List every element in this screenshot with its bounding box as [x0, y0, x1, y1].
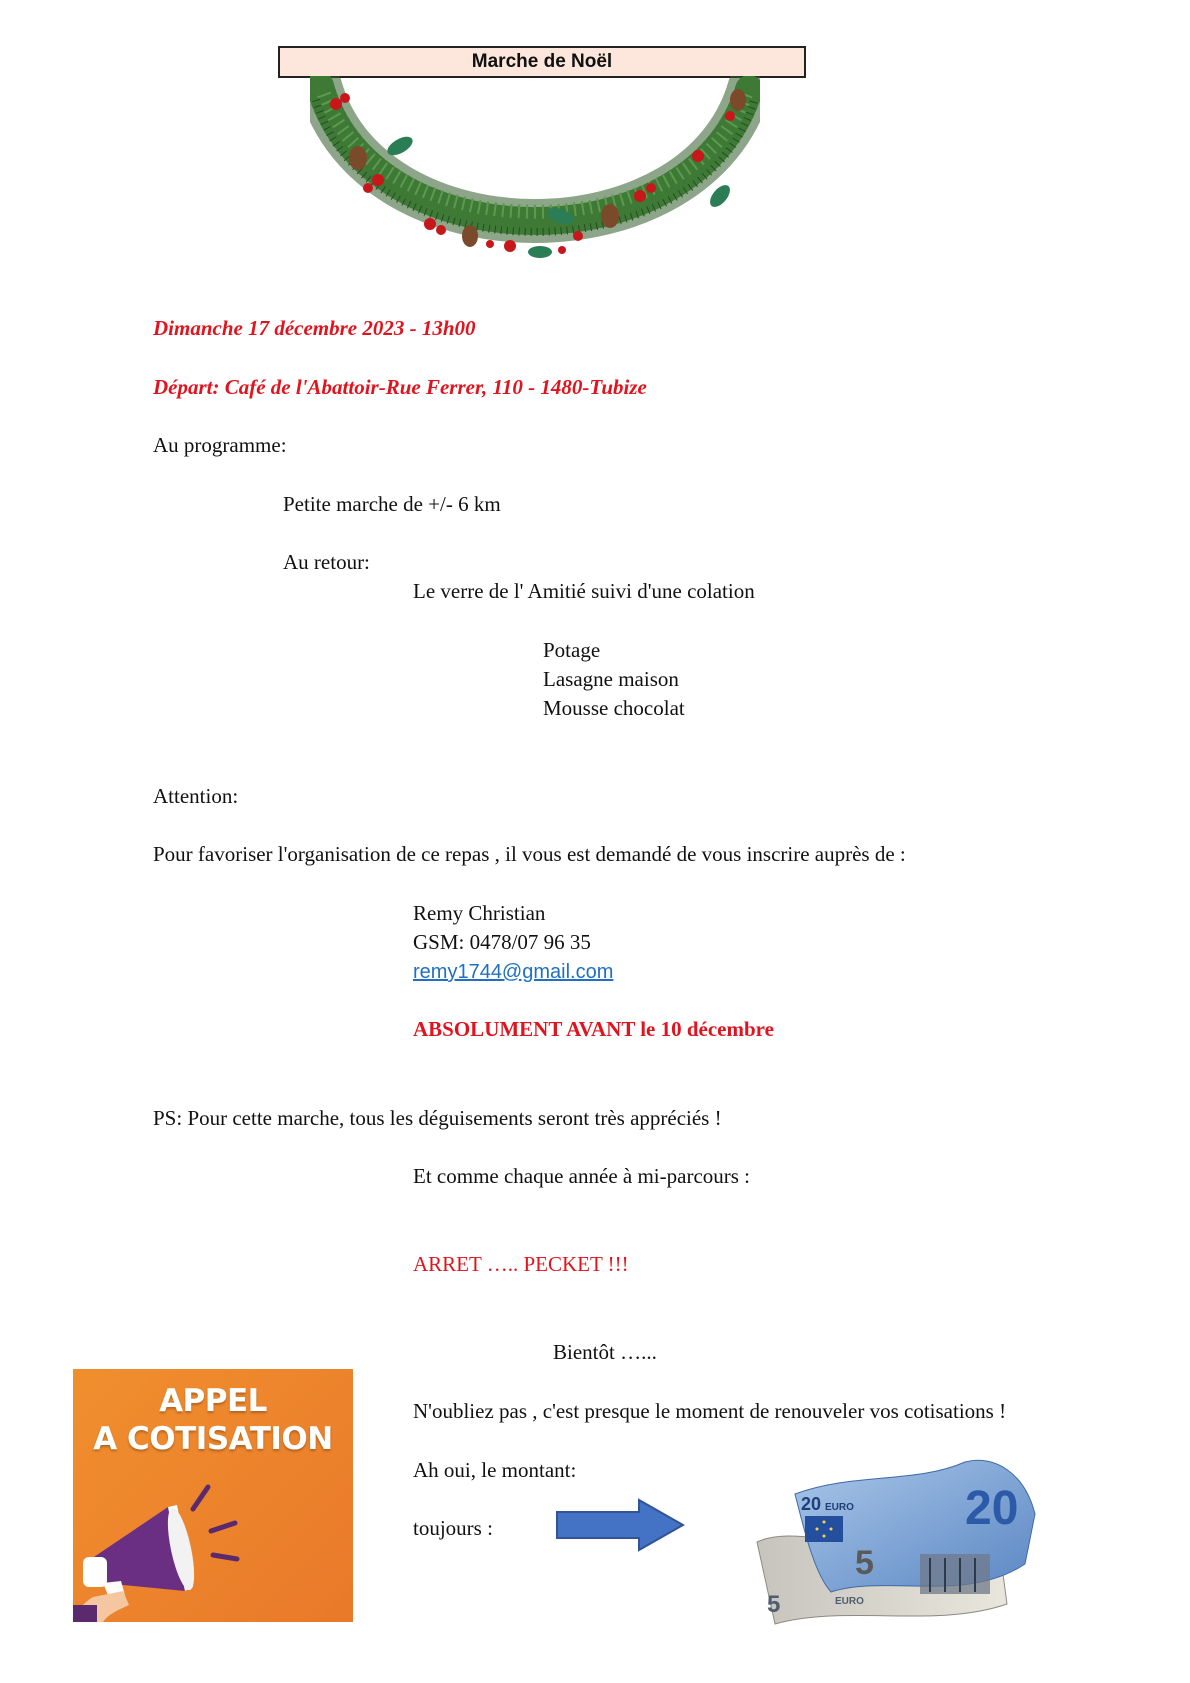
- cotisation-reminder: N'oubliez pas , c'est presque le moment de renouveler vos cotisations !: [413, 1399, 1007, 1423]
- menu-item: Lasagne maison: [543, 667, 679, 691]
- garland-icon: [310, 76, 760, 266]
- ps-stop: ARRET ….. PECKET !!!: [413, 1252, 629, 1276]
- euro-banknotes-icon: [735, 1454, 1045, 1629]
- contact-email-link[interactable]: remy1744@gmail.com: [413, 961, 614, 983]
- arrow-right-icon: [555, 1498, 685, 1552]
- contact-name: Remy Christian: [413, 901, 546, 925]
- banknote-20-value: 20: [965, 1482, 1019, 1535]
- megaphone-icon: [73, 1479, 353, 1622]
- menu-item: Potage: [543, 638, 601, 662]
- banknote-5-value: 5: [855, 1544, 874, 1582]
- cotisation-soon: Bientôt …...: [553, 1340, 657, 1364]
- program-heading: Au programme:: [153, 433, 287, 457]
- cotisation-always: toujours :: [413, 1516, 493, 1540]
- banknote-20-euro: EURO: [825, 1502, 854, 1513]
- banknote-5-euro: EURO: [835, 1596, 864, 1607]
- ps-text: PS: Pour cette marche, tous les déguisements seront très appréciés !: [153, 1106, 722, 1130]
- event-date: Dimanche 17 décembre 2023 - 13h00: [153, 316, 476, 340]
- attention-text: Pour favoriser l'organisation de ce repas , il vous est demandé de vous inscrire auprès de :: [153, 842, 906, 866]
- cotisation-amount-intro: Ah oui, le montant:: [413, 1458, 577, 1482]
- attention-heading: Attention:: [153, 784, 239, 808]
- menu-item: Mousse chocolat: [543, 696, 685, 720]
- badge-line-1: APPEL: [159, 1383, 267, 1419]
- program-walk: Petite marche de +/- 6 km: [283, 492, 501, 516]
- banknote-5-small: 5: [767, 1591, 781, 1618]
- program-drink: Le verre de l' Amitié suivi d'une colation: [413, 579, 755, 603]
- program-return-label: Au retour:: [283, 550, 370, 574]
- contact-phone: GSM: 0478/07 96 35: [413, 930, 591, 954]
- ps-every-year: Et comme chaque année à mi-parcours :: [413, 1164, 751, 1188]
- banknote-20-small: 20: [801, 1494, 822, 1514]
- page-title: Marche de Noël: [278, 46, 806, 78]
- badge-line-2: A COTISATION: [93, 1421, 333, 1457]
- registration-deadline: ABSOLUMENT AVANT le 10 décembre: [413, 1017, 774, 1041]
- appel-cotisation-badge: [73, 1369, 353, 1622]
- event-departure: Départ: Café de l'Abattoir-Rue Ferrer, 110 - 1480-Tubize: [153, 375, 647, 399]
